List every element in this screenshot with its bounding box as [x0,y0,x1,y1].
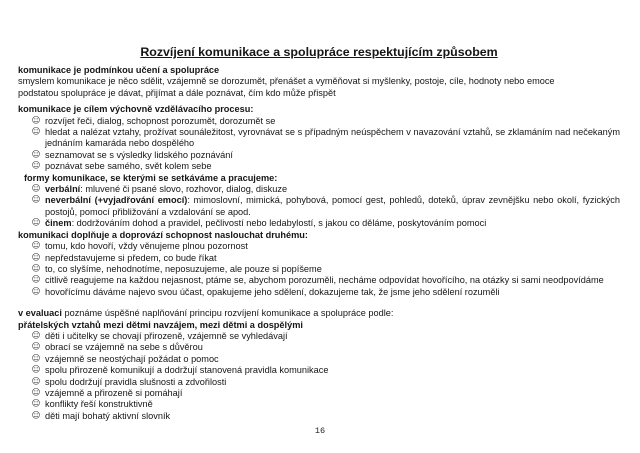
bullet-text: spolu dodržují pravidla slušnosti a zdvořilosti [45,376,227,387]
bullet-item [18,354,620,365]
bullet-text: vzájemně a přirozeně si pomáhají [45,387,183,398]
bullet-text: spolu přirozeně komunikují a dodržují stanovená pravidla komunikace [45,365,329,376]
bullet-text: neverbální (+vyjadřování emocí): mimoslovní, mimická, pohybová, pomocí gest, pohledů, doteků, úprav zevnějšku nebo okolí, fyzických postojů, pomocí přibližování a vzdalování se apod. [45,195,620,217]
smiley-bullet-icon: ☺ [31,127,41,138]
smiley-bullet-icon: ☺ [31,410,41,421]
document-title: Rozvíjení komunikace a spolupráce respektujícím způsobem [140,45,498,59]
bullet-text: seznamovat se s výsledky lidského poznávání [45,149,233,160]
bullet-text: verbální: mluvené či psané slovo, rozhovor, dialog, diskuze [45,184,288,195]
smiley-bullet-icon: ☺ [31,161,41,172]
bullet-text: to, co slyšíme, nehodnotíme, neposuzujeme, ale pouze si popíšeme [45,263,322,274]
bullet-item [18,275,620,286]
smiley-bullet-icon: ☺ [31,330,41,341]
bullet-text: vzájemně se neostýchají požádat o pomoc [45,353,219,364]
bullet-item [18,150,620,161]
smiley-bullet-icon: ☺ [31,376,41,387]
smiley-bullet-icon: ☺ [31,399,41,410]
bullet-item [18,253,620,264]
page-number: 16 [314,425,326,436]
smiley-bullet-icon: ☺ [31,387,41,398]
smiley-bullet-icon: ☺ [31,263,41,274]
section-heading: komunikaci doplňuje a doprovází schopnost naslouchat druhému: [18,229,308,240]
section-heading: komunikace je podmínkou učení a spolupráce [18,65,220,75]
section-heading: formy komunikace, se kterými se setkáváme a pracujeme: [24,172,278,183]
smiley-bullet-icon: ☺ [31,218,41,229]
document-section [18,104,620,172]
document-content [18,65,620,422]
bullet-text: poznávat sebe samého, svět kolem sebe [45,161,212,172]
bullet-item [18,331,620,342]
bullet-text: tomu, kdo hovoří, vždy věnujeme plnou pozornost [45,241,248,252]
bullet-item [18,184,620,195]
bullet-text: rozvíjet řeči, dialog, schopnost porozumět, dorozumět se [45,115,276,126]
document-section [18,308,620,422]
bullet-text: nepředstavujeme si předem, co bude říkat [45,252,217,263]
bullet-text: citlivě reagujeme na každou nejasnost, ptáme se, abychom porozuměli, necháme odpovídat hovořícího, na otázky si sami neodpovídáme [45,275,604,286]
bullet-item [18,287,620,298]
bullet-text: obrací se vzájemně na sebe s důvěrou [45,342,203,353]
bullet-item [18,195,620,218]
smiley-bullet-icon: ☺ [31,195,41,206]
bullet-item [18,127,620,150]
bullet-text: konflikty řeší konstruktivně [45,399,153,410]
bullet-item [18,161,620,172]
smiley-bullet-icon: ☺ [31,286,41,297]
bullet-item [18,377,620,388]
bullet-item [18,116,620,127]
document-section [18,173,620,230]
smiley-bullet-icon: ☺ [31,275,41,286]
smiley-bullet-icon: ☺ [31,149,41,160]
bullet-text: hledat a nalézat vztahy, prožívat sounáležitost, vyrovnávat se s případným neúspěchem v navazování vztahů, se zklamáním nad nečekaným jednáním kamaráda nebo dospělého [45,127,620,149]
smiley-bullet-icon: ☺ [31,353,41,364]
bullet-item [18,241,620,252]
smiley-bullet-icon: ☺ [31,252,41,263]
bullet-item [18,365,620,376]
bullet-item [18,388,620,399]
smiley-bullet-icon: ☺ [31,342,41,353]
bullet-item [18,342,620,353]
smiley-bullet-icon: ☺ [31,241,41,252]
paragraph-line: podstatou spolupráce je dávat, přijímat a dále poznávat, čím kdo může přispět [18,87,336,98]
section-heading: přátelských vztahů mezi dětmi navzájem, mezi dětmi a dospělými [18,319,303,330]
smiley-bullet-icon: ☺ [31,365,41,376]
bullet-item [18,264,620,275]
bullet-item [18,399,620,410]
bullet-item [18,411,620,422]
document-section [18,230,620,298]
smiley-bullet-icon: ☺ [31,184,41,195]
bullet-text: hovořícímu dáváme najevo svou účast, opakujeme jeho sdělení, dokazujeme tak, že jsme jeho sdělení rozuměli [45,286,500,297]
section-lead-line: v evaluaci poznáme úspěšné naplňování principu rozvíjení komunikace a spolupráce podle: [18,308,394,319]
bullet-item [18,218,620,229]
smiley-bullet-icon: ☺ [31,115,41,126]
bullet-text: činem: dodržováním dohod a pravidel, pečlivostí nebo ledabylostí, s jakou co děláme, poskytováním pomoci [45,218,487,229]
bullet-text: děti mají bohatý aktivní slovník [45,410,171,421]
bullet-text: děti i učitelky se chovají přirozeně, vzájemně se vyhledávají [45,330,288,341]
paragraph-line: smyslem komunikace je něco sdělit, vzájemně se dorozumět, přenášet a vyměňovat si myšlenky, postoje, cíle, hodnoty nebo emoce [18,76,555,87]
document-section [18,65,620,99]
section-heading: komunikace je cílem výchovně vzdělávacího procesu: [18,104,254,115]
